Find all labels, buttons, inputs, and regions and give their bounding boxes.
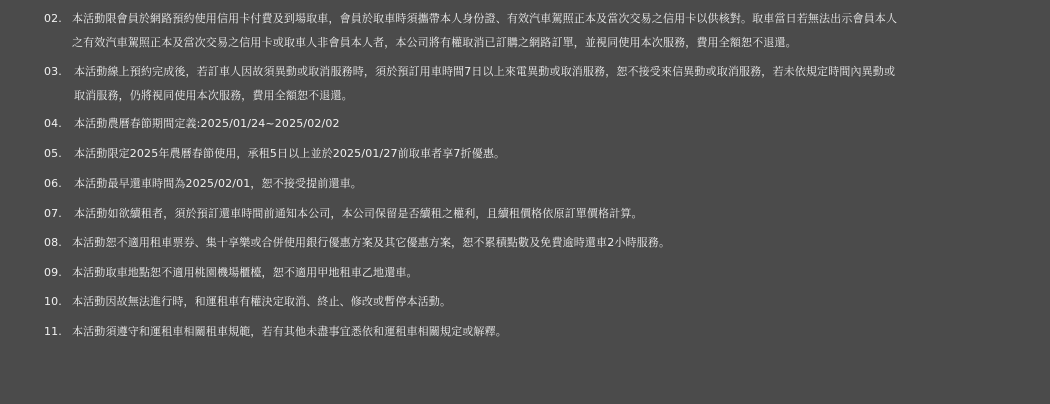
term-number: 11. <box>44 325 62 338</box>
term-text-line: 本活動線上預約完成後，若訂車人因故須異動或取消服務時，須於預訂用車時間7日以上來電異動或取消服務，恕不接受來信異動或取消服務，若未依規定時間內異動或 <box>74 65 896 78</box>
term-number: 07. <box>44 207 62 220</box>
term-text <box>74 60 1018 108</box>
term-number: 03. <box>44 65 62 78</box>
term-text-line: 本活動恕不適用租車票券、集十享樂或合併使用銀行優惠方案及其它優惠方案，恕不累積點數及免費逾時還車2小時服務。 <box>72 236 671 249</box>
term-number: 09. <box>44 266 62 279</box>
term-text-line: 本活動限定2025年農曆春節使用，承租5日以上並於2025/01/27前取車者享7折優惠。 <box>74 147 506 160</box>
term-text <box>74 112 1018 136</box>
term-number: 05. <box>44 147 62 160</box>
term-text <box>72 320 1016 344</box>
term-text-line: 本活動因故無法進行時，和運租車有權決定取消、終止、修改或暫停本活動。 <box>72 295 452 308</box>
term-text-line: 本活動限會員於網路預約使用信用卡付費及到場取車，會員於取車時須攜帶本人身份證、有效汽車駕照正本及當次交易之信用卡以供核對。取車當日若無法出示會員本人 <box>72 12 898 25</box>
term-number: 10. <box>44 295 62 308</box>
term-text <box>74 142 1018 166</box>
term-text <box>72 290 1016 314</box>
term-text-line: 本活動須遵守和運租車相關租車規範，若有其他未盡事宜悉依和運租車相關規定或解釋。 <box>72 325 507 338</box>
term-text <box>72 7 1016 55</box>
term-number: 02. <box>44 12 62 25</box>
term-text-line: 本活動如欲續租者，須於預訂還車時間前通知本公司，本公司保留是否續租之權利，且續租價格依原訂單價格計算。 <box>74 207 643 220</box>
term-text-line: 本活動農曆春節期間定義:2025/01/24~2025/02/02 <box>74 117 340 130</box>
term-text <box>72 261 1016 285</box>
term-number: 04. <box>44 117 62 130</box>
term-text <box>74 172 1018 196</box>
term-number: 08. <box>44 236 62 249</box>
term-text-line: 本活動最早還車時間為2025/02/01，恕不接受提前還車。 <box>74 177 362 190</box>
term-text-line: 本活動取車地點恕不適用桃園機場櫃檯，恕不適用甲地租車乙地還車。 <box>72 266 418 279</box>
term-text <box>74 202 1018 226</box>
term-text <box>72 231 1016 255</box>
term-text-line: 取消服務，仍將視同使用本次服務，費用全額恕不退還。 <box>74 89 353 102</box>
term-number: 06. <box>44 177 62 190</box>
term-text-line: 之有效汽車駕照正本及當次交易之信用卡或取車人非會員本人者，本公司將有權取消已訂購之網路訂單，並視同使用本次服務，費用全額恕不退還。 <box>72 36 797 49</box>
